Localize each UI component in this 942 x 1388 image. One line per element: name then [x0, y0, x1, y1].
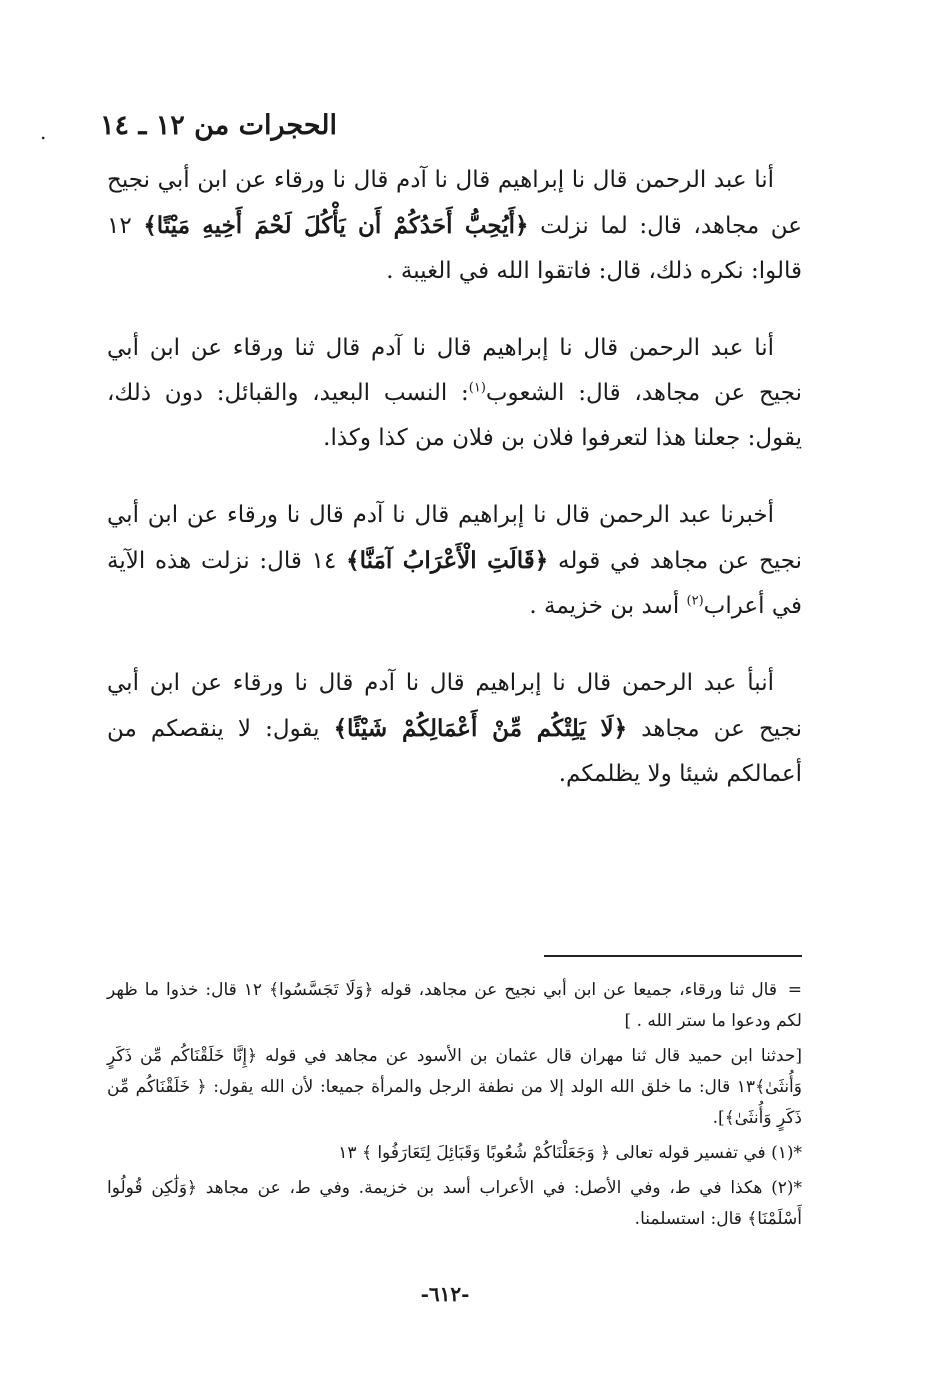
footnote-text: (٢) هكذا في ط، وفي الأصل: في الأعراب أسد بن خزيمة. وفي ط، عن مجاهد ﴿وَلَٰكِن قُولُوا أَسْلَمْنَا﴾ قال: استسلمنا.	[107, 1178, 802, 1229]
paragraph-text: ١٤ قال: نزلت هذه الآية في أعراب	[107, 548, 802, 619]
footnote-continuation	[107, 975, 802, 1037]
footnote-text: (١) في تفسير قوله تعالى ﴿ وَجَعَلْنَاكُمْ شُعُوبًا وَقَبَائِلَ لِتَعَارَفُوا ﴾ ١٣	[338, 1143, 794, 1163]
footnote-marker: =	[787, 980, 802, 1000]
quran-verse: ﴿لَا يَلِتْكُم مِّنْ أَعْمَالِكُمْ شَيْئًا﴾	[333, 715, 628, 742]
footnote-text: [حدثنا ابن حميد قال ثنا مهران قال عثمان بن الأسود عن مجاهد في قوله ﴿إِنَّا خَلَقْنَاكُم مِّن ذَكَرٍ وَأُنثَىٰ﴾١٣ قال: ما خلق الله الولد إلا من نطفة الرجل والمرأة جميعا: لأن الله يقول: ﴿ خَلَقْنَاكُم مِّن ذَكَرٍ وَأُنثَىٰ﴾].	[107, 1046, 802, 1128]
paragraph-text: أخبرنا عبد الرحمن قال نا إبراهيم قال نا آدم قال نا ورقاء عن ابن أبي نجيح عن مجاهد في قوله	[107, 502, 803, 574]
page-header-title: الحجرات من ١٢ ـ ١٤	[100, 110, 337, 141]
paragraph-text: : النسب البعيد، والقبائل: دون ذلك، يقول: جعلنا هذا لتعرفوا فلان بن فلان من كذا وكذا.	[107, 380, 802, 451]
quran-verse: ﴿أَيُحِبُّ أَحَدُكُمْ أَن يَأْكُلَ لَحْمَ أَخِيهِ مَيْتًا﴾	[143, 212, 529, 239]
footnote-2	[107, 1173, 802, 1235]
paragraph-4	[107, 661, 802, 797]
paragraph-text: أنبأ عبد الرحمن قال نا إبراهيم قال نا آدم قال نا ورقاء عن ابن أبي نجيح عن مجاهد	[107, 670, 802, 742]
page-number: -٦١٢-	[420, 1282, 470, 1306]
paragraph-2	[107, 326, 802, 461]
footnote-marker: *	[793, 1178, 802, 1198]
header-mark: .	[40, 120, 47, 144]
paragraph-text: أسد بن خزيمة .	[529, 593, 680, 619]
footnote-marker: *	[793, 1143, 802, 1163]
paragraph-1	[107, 158, 802, 294]
footnote-reference: (١)	[468, 380, 486, 396]
footnote-separator	[544, 955, 802, 957]
paragraph-text: أنا عبد الرحمن قال نا إبراهيم قال نا آدم قال نا ورقاء عن ابن أبي نجيح عن مجاهد، قال: لما نزلت	[107, 167, 803, 239]
paragraph-text: يقول: لا ينقصكم من أعمالكم شيئا ولا يظلمكم.	[107, 716, 802, 787]
footnote-reference: (٢)	[686, 593, 704, 609]
footnotes	[107, 975, 802, 1239]
paragraph-text: أنا عبد الرحمن قال نا إبراهيم قال نا آدم قال ثنا ورقاء عن ابن أبي نجيح عن مجاهد، قال: الشعوب	[107, 335, 802, 406]
main-text	[107, 158, 802, 829]
footnote-1	[107, 1138, 802, 1169]
footnote-text: قال ثنا ورقاء، جميعا عن ابن أبي نجيح عن مجاهد، قوله ﴿وَلَا تَجَسَّسُوا﴾ ١٢ قال: خذوا ما ظهر لكم ودعوا ما ستر الله . ]	[107, 980, 802, 1031]
footnote-bracketed	[107, 1041, 802, 1134]
paragraph-3	[107, 493, 802, 629]
paragraph-text: ١٢ قالوا: نكره ذلك، قال: فاتقوا الله في الغيبة .	[107, 213, 802, 284]
quran-verse: ﴿قَالَتِ الْأَعْرَابُ آمَنَّا﴾	[346, 547, 549, 574]
